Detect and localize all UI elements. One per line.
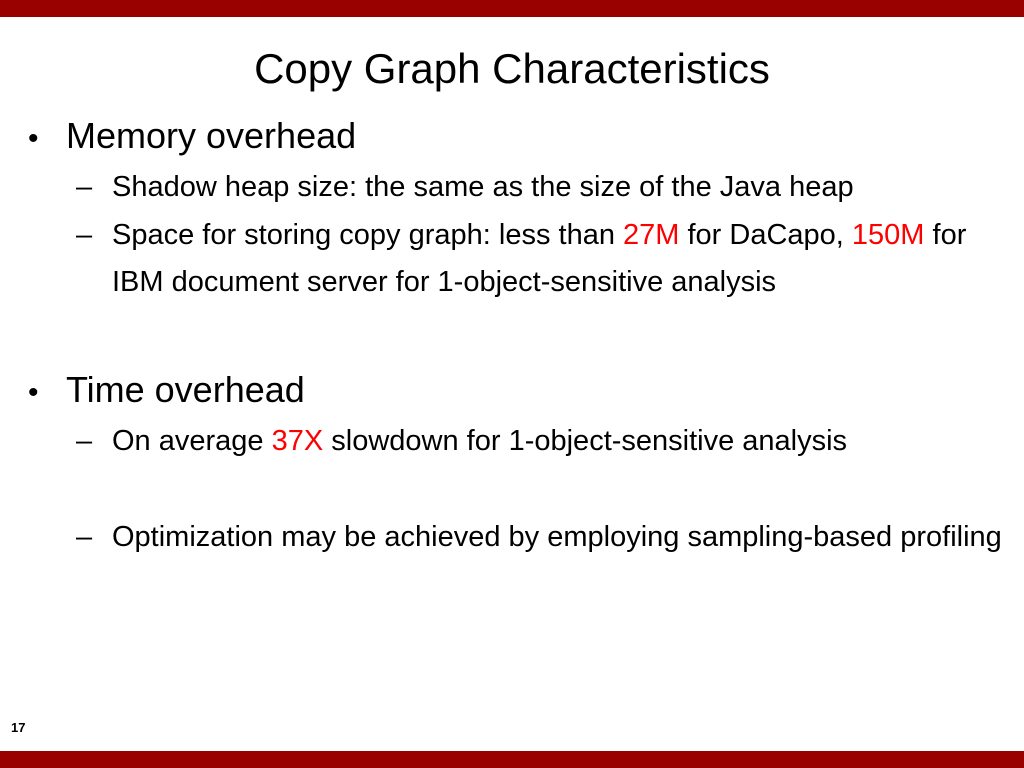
bullet-dot: • — [28, 376, 39, 409]
sub-bullet-shadow-heap — [76, 164, 1011, 211]
sub-bullet-text: On average 37X slowdown for 1-object-sensitive analysis — [112, 425, 848, 457]
bullet-dot: • — [28, 122, 39, 155]
sub-bullet-text: Optimization may be achieved by employing sampling-based profiling — [112, 521, 1002, 553]
bullet-time-overhead — [28, 366, 305, 417]
dash-marker: – — [76, 219, 93, 251]
highlight-value: 27M — [623, 219, 680, 251]
sub-bullet-text: Shadow heap size: the same as the size of the Java heap — [112, 171, 854, 203]
dash-marker: – — [76, 425, 93, 457]
sub-bullet-copy-graph-space — [76, 212, 1011, 306]
highlight-value: 37X — [271, 425, 324, 457]
sub-bullet-optimization — [76, 514, 1011, 561]
slide-title: Copy Graph Characteristics — [254, 45, 770, 92]
bottom-accent-bar — [0, 751, 1024, 768]
sub-bullet-text: Space for storing copy graph: less than 27M for DaCapo, 150M for IBM document server for 1-object-sensitive analysis — [112, 219, 967, 298]
page-number: 17 — [11, 720, 26, 735]
bullet-memory-overhead — [28, 112, 356, 163]
dash-marker: – — [76, 171, 93, 203]
dash-marker: – — [76, 521, 93, 553]
bullet-label: Time overhead — [66, 369, 305, 410]
highlight-value: 150M — [851, 219, 925, 251]
bullet-label: Memory overhead — [66, 115, 357, 156]
sub-bullet-slowdown — [76, 418, 1011, 465]
